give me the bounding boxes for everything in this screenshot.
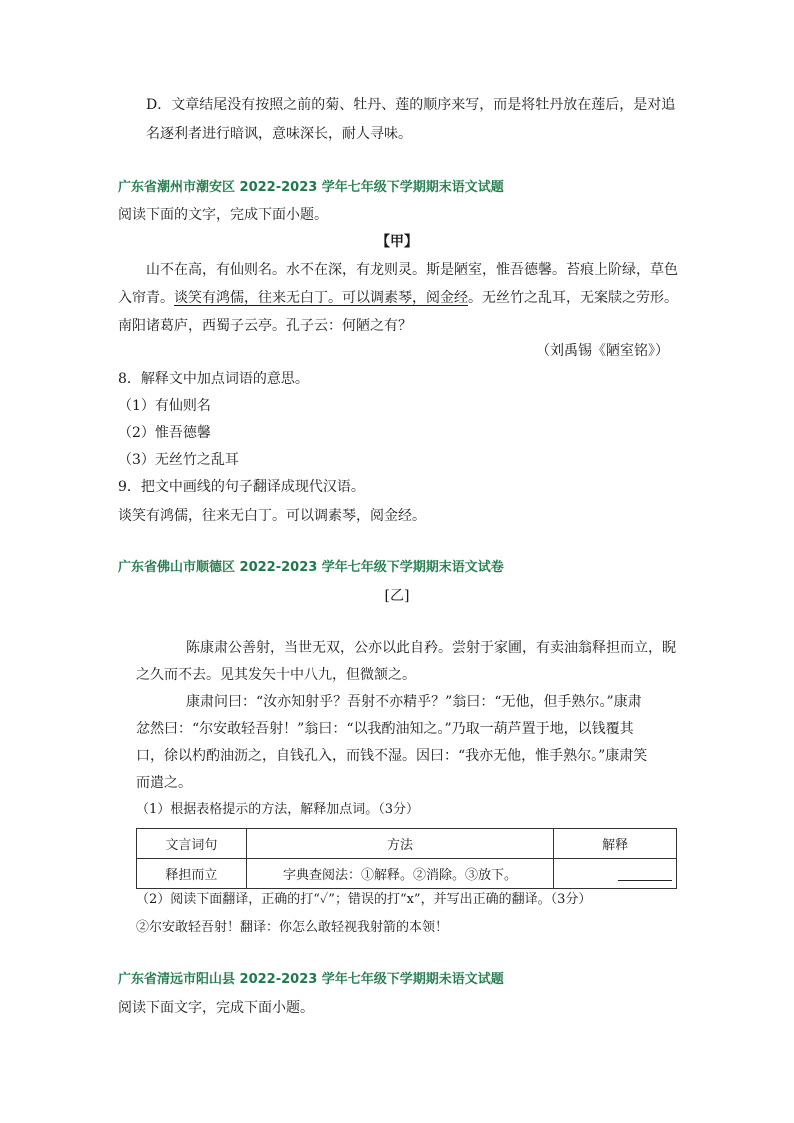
option-d-line2: 名逐利者进行暗讽，意味深长，耐人寻味。 xyxy=(146,126,412,142)
passage-line: 南阳诸葛庐，西蜀子云亭。孔子云：何陋之有？ xyxy=(118,318,412,334)
table-cell: 字典查阅法：①解释。②消除。③放下。 xyxy=(246,859,553,889)
question-9: 9．把文中画线的句子翻译成现代汉语。 xyxy=(118,479,365,495)
section-source-title: 广东省清远市阳山县 2022-2023 学年七年级下学期期未语文试题 xyxy=(118,972,504,987)
question-8-item-2: （2）惟吾德馨 xyxy=(118,425,211,441)
question-8-item-3: （3）无丝竹之乱耳 xyxy=(118,452,239,468)
attribution: （刘禹锡《陋室铭》） xyxy=(536,343,669,359)
passage-line: 山不在高，有仙则名。水不在深，有龙则灵。斯是陋室，惟吾德馨。苔痕上阶绿，草色 xyxy=(146,262,678,278)
passage-line: 康肃问曰：“汝亦知射乎？吾射不亦精乎？”翁曰：“无他，但手熟尔。”康肃 xyxy=(186,694,642,710)
sub-question-1: （1）根据表格提示的方法，解释加点词。（3分） xyxy=(136,802,420,817)
passage-label-jia: 【甲】 xyxy=(376,234,418,250)
passage-text: 。无丝竹之乱耳，无案牍之劳形。 xyxy=(468,290,678,306)
table-header: 方法 xyxy=(246,829,553,859)
table-header-row xyxy=(137,829,677,859)
section-source-title: 广东省佛山市顺德区 2022-2023 学年七年级下学期期末语文试卷 xyxy=(118,560,504,575)
table-row xyxy=(137,859,677,889)
passage-label-yi: [乙] xyxy=(384,588,410,604)
table-header: 文言词句 xyxy=(137,829,247,859)
passage-line xyxy=(118,288,678,308)
passage-line: 陈康肃公善射，当世无双，公亦以此自矜。尝射于家圃，有卖油翁释担而立，睨 xyxy=(186,640,676,656)
table-cell: 释担而立 xyxy=(137,859,247,889)
question-8: 8．解释文中加点词语的意思。 xyxy=(118,371,309,387)
answer-cell xyxy=(554,859,677,889)
method-table xyxy=(136,828,677,889)
passage-text: 入帘青。 xyxy=(118,290,174,306)
table-header: 解释 xyxy=(554,829,677,859)
sub-question-2: （2）阅读下面翻译，正确的打“✓”；错误的打“x”，并写出正确的翻译。（3分） xyxy=(136,892,592,907)
section-source-title: 广东省潮州市潮安区 2022-2023 学年七年级下学期期末语文试题 xyxy=(118,180,504,195)
underlined-sentence: 谈笑有鸿儒，往来无白丁。可以调素琴，阅金经 xyxy=(174,290,468,306)
reading-instruction: 阅读下面文字，完成下面小题。 xyxy=(118,1000,314,1016)
passage-line: 口，徐以杓酌油沥之，自钱孔入，而钱不湿。因曰：“我亦无他，惟手熟尔。”康肃笑 xyxy=(136,748,648,764)
passage-line: 而遣之。 xyxy=(136,775,192,791)
passage-line: 之久而不去。见其发矢十中八九，但微颔之。 xyxy=(136,667,416,683)
option-d-line1: D．文章结尾没有按照之前的菊、牡丹、莲的顺序来写，而是将牡丹放在莲后，是对追 xyxy=(146,97,676,113)
answer-blank[interactable] xyxy=(618,866,672,881)
reading-instruction: 阅读下面的文字，完成下面小题。 xyxy=(118,207,328,223)
passage-line: 忿然曰：“尔安敢轻吾射！”翁曰：“以我酌油知之。”乃取一葫芦置于地，以钱覆其 xyxy=(136,721,634,737)
translation-item: ②尔安敢轻吾射！翻译：你怎么敢轻视我射箭的本领！ xyxy=(136,920,449,935)
question-9-sentence: 谈笑有鸿儒，往来无白丁。可以调素琴，阅金经。 xyxy=(118,508,426,524)
question-8-item-1: （1）有仙则名 xyxy=(118,398,211,414)
